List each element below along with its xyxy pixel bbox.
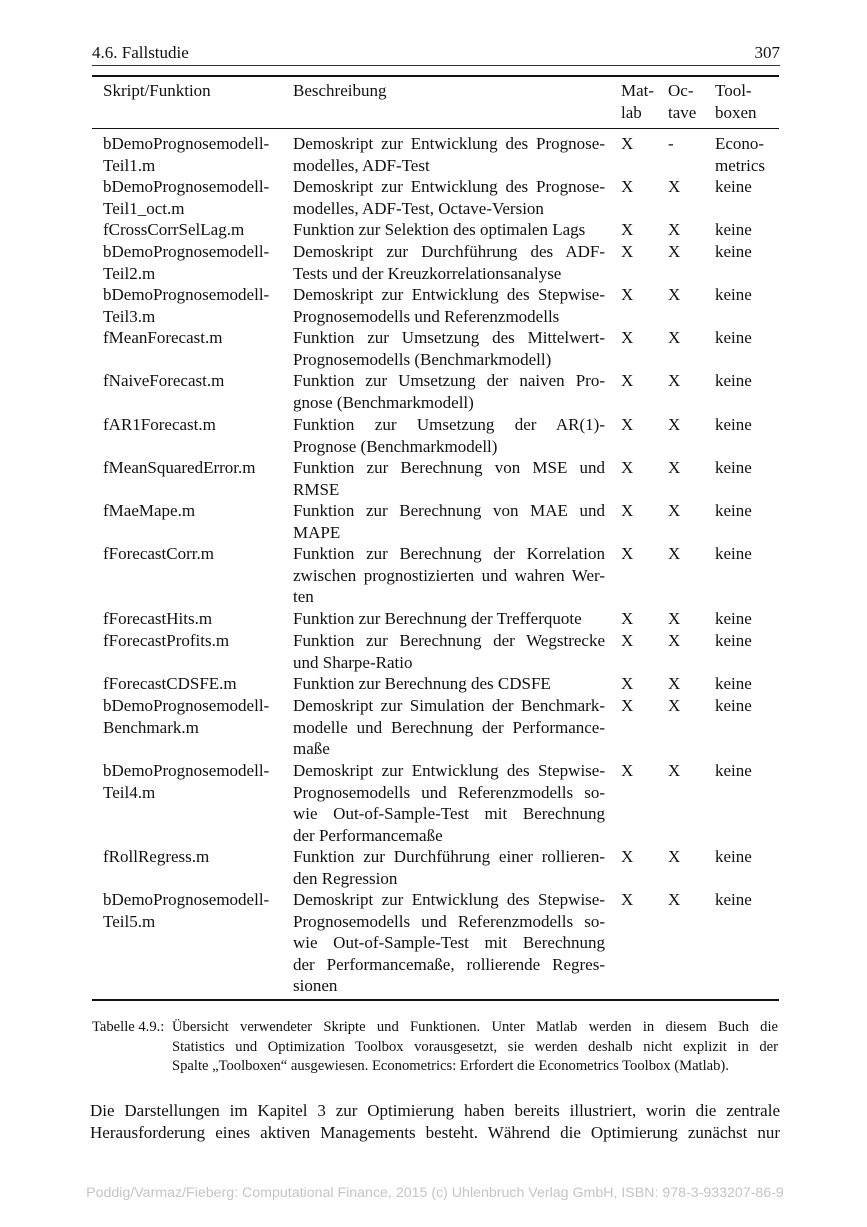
section-title: 4.6. Fallstudie <box>92 43 189 62</box>
cell-beschreibung: Funktion zur Berechnung der Wegstrecke und Sharpe-Ratio <box>293 631 605 672</box>
cell-beschreibung: Funktion zur Durchführung einer rollieren- den Regression <box>293 847 605 888</box>
cell-toolboxen: keine <box>715 696 752 715</box>
header-rule <box>92 65 780 66</box>
cell-skript: fMeanForecast.m <box>103 328 223 347</box>
cell-toolboxen: keine <box>715 328 752 347</box>
cell-matlab: X <box>621 415 634 434</box>
cell-matlab: X <box>621 761 634 780</box>
cell-matlab: X <box>621 847 634 866</box>
cell-matlab: X <box>621 328 634 347</box>
cell-matlab: X <box>621 134 634 153</box>
cell-matlab: X <box>621 674 634 693</box>
cell-toolboxen: keine <box>715 371 752 390</box>
running-head <box>92 42 780 64</box>
cell-skript: fForecastHits.m <box>103 609 213 628</box>
cell-skript: fCrossCorrSelLag.m <box>103 220 245 239</box>
cell-skript: fRollRegress.m <box>103 847 210 866</box>
cell-toolboxen: keine <box>715 631 752 650</box>
cell-skript: fMeanSquaredError.m <box>103 458 256 477</box>
cell-skript: fMaeMape.m <box>103 501 196 520</box>
cell-beschreibung: Funktion zur Umsetzung der AR(1)- Prognose (Benchmarkmodell) <box>293 415 605 456</box>
table-mid-rule <box>92 128 779 129</box>
cell-skript: bDemoPrognosemodell- Teil3.m <box>103 285 270 326</box>
cell-matlab: X <box>621 458 634 477</box>
cell-octave: X <box>668 242 681 261</box>
cell-beschreibung: Demoskript zur Entwicklung des Prognose- modelles, ADF-Test <box>293 134 605 175</box>
cell-matlab: X <box>621 696 634 715</box>
cell-octave: X <box>668 220 681 239</box>
cell-matlab: X <box>621 890 634 909</box>
cell-beschreibung: Demoskript zur Entwicklung des Stepwise- Prognosemodells und Referenzmodells so- wie Out-of-Sample-Test mit Berechnung der Performancemaße, rollierende Regres- sionen <box>293 890 605 996</box>
cell-toolboxen: Econo- metrics <box>715 134 766 175</box>
cell-skript: fNaiveForecast.m <box>103 371 225 390</box>
header-matlab: Mat- lab <box>621 81 655 122</box>
cell-toolboxen: keine <box>715 544 752 563</box>
cell-skript: fForecastCorr.m <box>103 544 214 563</box>
cell-octave: X <box>668 177 681 196</box>
cell-octave: X <box>668 328 681 347</box>
cell-skript: bDemoPrognosemodell- Teil5.m <box>103 890 270 931</box>
cell-skript: fForecastProfits.m <box>103 631 230 650</box>
cell-skript: fForecastCDSFE.m <box>103 674 237 693</box>
cell-octave: X <box>668 761 681 780</box>
cell-matlab: X <box>621 242 634 261</box>
cell-skript: bDemoPrognosemodell- Teil1_oct.m <box>103 177 270 218</box>
caption-text: Übersicht verwendeter Skripte und Funktionen. Unter Matlab werden in diesem Buch die Statistics und Optimization Toolbox vorausgesetzt, sie werden deshalb nicht explizit in der Spalte „Toolboxen“ ausgewiesen. Econometrics: Erfordert die Econometrics Toolbox (Matlab). <box>172 1019 778 1074</box>
cell-octave: X <box>668 371 681 390</box>
cell-octave: X <box>668 544 681 563</box>
cell-octave: X <box>668 609 681 628</box>
cell-toolboxen: keine <box>715 285 752 304</box>
cell-toolboxen: keine <box>715 415 752 434</box>
copyright-footer: Poddig/Varmaz/Fieberg: Computational Finance, 2015 (c) Uhlenbruch Verlag GmbH, ISBN: 978-3-933207-86-9 <box>86 1185 784 1201</box>
cell-beschreibung: Funktion zur Berechnung von MAE und MAPE <box>293 501 605 542</box>
cell-octave: X <box>668 501 681 520</box>
cell-matlab: X <box>621 501 634 520</box>
cell-beschreibung: Funktion zur Berechnung des CDSFE <box>293 674 551 693</box>
cell-beschreibung: Demoskript zur Durchführung des ADF- Tests und der Kreuzkorrelationsanalyse <box>293 242 605 283</box>
cell-octave: X <box>668 890 681 909</box>
body-paragraph: Die Darstellungen im Kapitel 3 zur Optimierung haben bereits illustriert, worin die zentrale Herausforderung eines aktiven Managements besteht. Während die Optimierung zunächst nur <box>90 1101 780 1142</box>
cell-beschreibung: Funktion zur Umsetzung der naiven Pro- gnose (Benchmarkmodell) <box>293 371 605 412</box>
header-toolboxen: Tool- boxen <box>715 81 757 122</box>
cell-beschreibung: Funktion zur Berechnung der Korrelation zwischen prognostizierten und wahren Wer- ten <box>293 544 605 607</box>
cell-toolboxen: keine <box>715 890 752 909</box>
cell-beschreibung: Funktion zur Berechnung der Trefferquote <box>293 609 582 628</box>
caption-label: Tabelle 4.9.: <box>92 1019 165 1035</box>
cell-matlab: X <box>621 544 634 563</box>
cell-beschreibung: Funktion zur Selektion des optimalen Lags <box>293 220 586 239</box>
cell-toolboxen: keine <box>715 242 752 261</box>
cell-beschreibung: Demoskript zur Entwicklung des Prognose- modelles, ADF-Test, Octave-Version <box>293 177 605 218</box>
cell-octave: X <box>668 631 681 650</box>
cell-beschreibung: Demoskript zur Entwicklung des Stepwise- Prognosemodells und Referenzmodells so- wie Out-of-Sample-Test mit Berechnung der Performancemaße <box>293 761 605 845</box>
cell-toolboxen: keine <box>715 674 752 693</box>
cell-beschreibung: Demoskript zur Entwicklung des Stepwise- Prognosemodells und Referenzmodells <box>293 285 605 326</box>
cell-octave: X <box>668 847 681 866</box>
cell-matlab: X <box>621 371 634 390</box>
cell-octave: X <box>668 696 681 715</box>
table-bottom-rule <box>92 999 779 1001</box>
cell-octave: - <box>668 134 674 153</box>
cell-skript: bDemoPrognosemodell- Teil2.m <box>103 242 270 283</box>
cell-matlab: X <box>621 285 634 304</box>
cell-toolboxen: keine <box>715 609 752 628</box>
cell-toolboxen: keine <box>715 458 752 477</box>
cell-toolboxen: keine <box>715 220 752 239</box>
cell-octave: X <box>668 458 681 477</box>
table-top-rule <box>92 75 779 77</box>
cell-skript: bDemoPrognosemodell- Teil4.m <box>103 761 270 802</box>
cell-skript: bDemoPrognosemodell- Benchmark.m <box>103 696 270 737</box>
cell-skript: fAR1Forecast.m <box>103 415 216 434</box>
header-octave: Oc- tave <box>668 81 697 122</box>
cell-beschreibung: Funktion zur Berechnung von MSE und RMSE <box>293 458 605 499</box>
cell-skript: bDemoPrognosemodell- Teil1.m <box>103 134 270 175</box>
cell-toolboxen: keine <box>715 177 752 196</box>
cell-toolboxen: keine <box>715 847 752 866</box>
cell-matlab: X <box>621 609 634 628</box>
cell-matlab: X <box>621 631 634 650</box>
cell-toolboxen: keine <box>715 501 752 520</box>
cell-octave: X <box>668 415 681 434</box>
header-beschreibung: Beschreibung <box>293 81 387 100</box>
cell-matlab: X <box>621 177 634 196</box>
cell-beschreibung: Funktion zur Umsetzung des Mittelwert- Prognosemodells (Benchmarkmodell) <box>293 328 605 369</box>
cell-octave: X <box>668 674 681 693</box>
page-number: 307 <box>754 43 780 62</box>
cell-toolboxen: keine <box>715 761 752 780</box>
cell-matlab: X <box>621 220 634 239</box>
header-skript: Skript/Funktion <box>103 81 211 100</box>
cell-octave: X <box>668 285 681 304</box>
cell-beschreibung: Demoskript zur Simulation der Benchmark- modelle und Berechnung der Performance- maße <box>293 696 605 759</box>
